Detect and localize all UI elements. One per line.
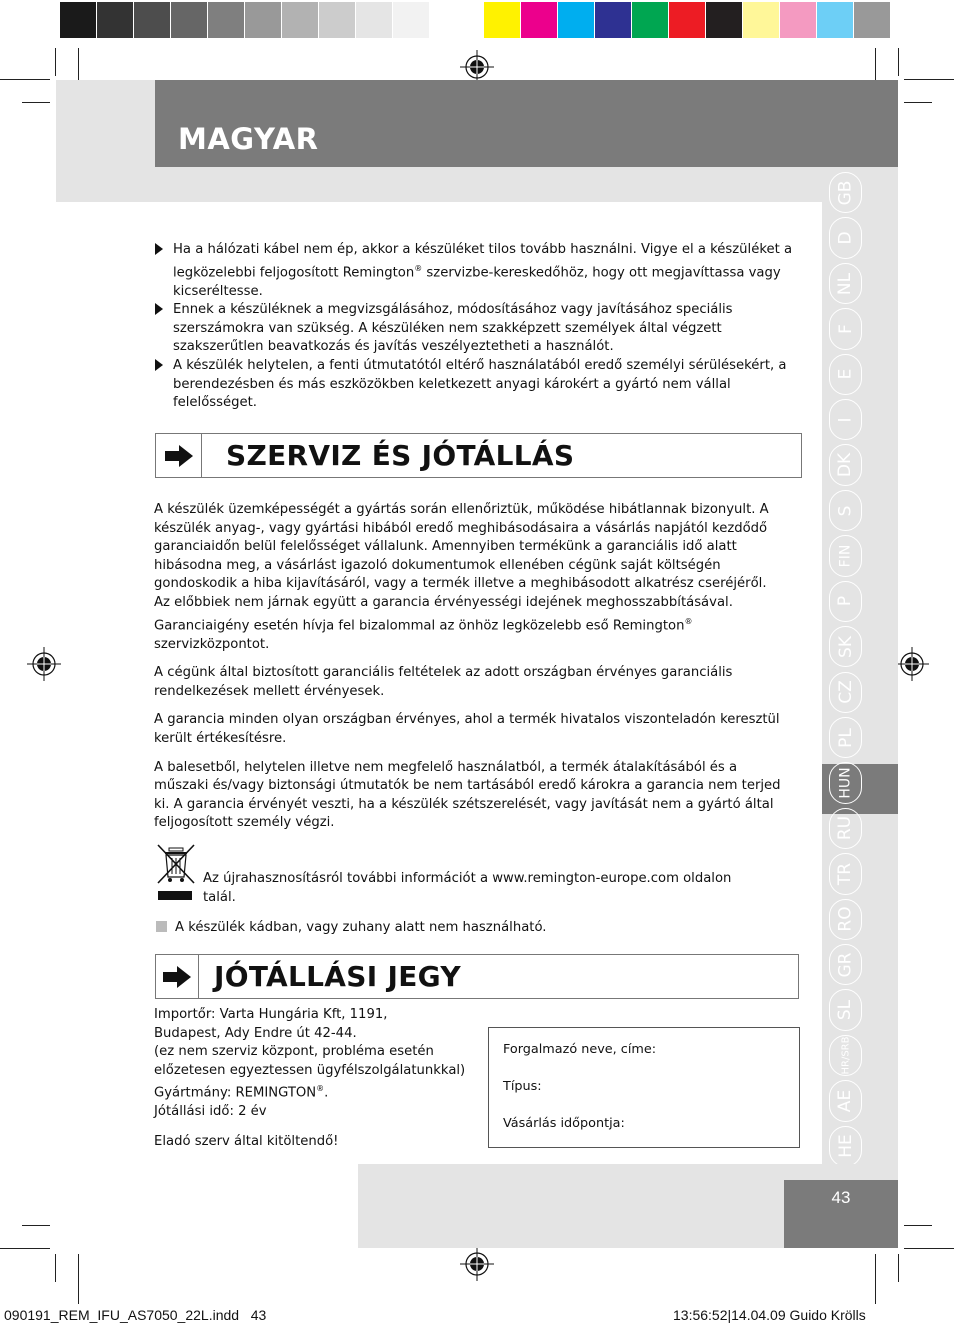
language-tab-ae[interactable] (829, 1080, 862, 1121)
arrow-cell (156, 434, 202, 477)
warranty-paragraph: A balesetből, helytelen illetve nem megfelelő használatból, a termék átalakításából és a műszaki és/vagy biztonsági útmutatók be nem tartásából eredő károkra a garancia nem terjed ki. A garancia érvényét veszti, ha a készülék szétszerelését, vagy javítását nem a gyártó által feljogosított személy végzi. (154, 759, 781, 831)
arrow-right-icon (165, 445, 193, 467)
language-tab-label: F (835, 324, 856, 334)
safety-bullet: A készülék helytelen, a fenti útmutatótól eltérő használatából eredő személyi sérülésekért, a berendezésben és más eszközökben keletkezett anyagi károkért a gyártó nem vállal felelősséget. (153, 357, 793, 413)
warranty-paragraph: A készülék üzemképességét a gyártás során ellenőriztük, működése hibátlannak bizonyult. A készülék anyag-, vagy gyártási hibából eredő meghibásodásaira a vásárlás napjától kezdődő garanciaidőn belül felelősséget vállalunk. Amennyiben termékünk a garanciális idő alatt hibásodna meg, a vásárlást igazoló dokumentumok ellenében cégünk saját költségén gondoskodik a hiba kijavításáról, vagy a termék illetve a meghibásodott alkatrész cseréjéről. Az előbbiek nem járnak együtt a garancia érvényességi idejének meghosszabbításával. Garanciaigény esetén hívja fel bizalommal az önhöz legközelebb eső Remington® szervizközpontot. (154, 502, 769, 652)
crop-mark (0, 1248, 50, 1249)
importer-line: (ez nem szerviz központ, probléma esetén (154, 1044, 434, 1060)
brand-line: Gyártmány: REMINGTON®. (154, 1084, 329, 1101)
language-tab-label: SK (835, 635, 856, 658)
service-section-header (155, 433, 802, 478)
arrow-cell (156, 955, 199, 998)
language-tab-label: TR (835, 862, 856, 885)
crop-mark (904, 1225, 932, 1226)
color-swatch (97, 2, 133, 38)
crop-mark (904, 1248, 954, 1249)
language-tab-e[interactable] (829, 354, 862, 395)
arrow-right-icon (163, 966, 191, 988)
language-tab-label: HUN (837, 767, 854, 799)
language-tab-label: D (835, 231, 856, 245)
triangle-bullet-icon (155, 243, 163, 255)
language-tab-tr[interactable] (829, 853, 862, 894)
color-swatch (60, 2, 96, 38)
recycling-info: Az újrahasznosításról további információt a www.remington-europe.com oldalon talál. (203, 871, 732, 905)
language-tab-fin[interactable] (829, 535, 862, 576)
language-tab-gb[interactable] (829, 172, 862, 213)
crop-mark (55, 48, 56, 76)
color-swatch (558, 2, 594, 38)
color-swatch (282, 2, 318, 38)
crop-mark (904, 79, 954, 80)
service-section-title: SZERVIZ ÉS JÓTÁLLÁS (226, 439, 575, 472)
language-tab-label: S (835, 505, 856, 516)
language-tab-label: PL (835, 727, 856, 748)
purchase-date-field-label: Vásárlás időpontja: (503, 1116, 625, 1131)
language-tab-p[interactable] (829, 581, 862, 622)
language-tab-ru[interactable] (829, 808, 862, 849)
language-title: MAGYAR (178, 122, 319, 156)
guarantee-form-box (488, 1027, 800, 1148)
triangle-bullet-icon (155, 303, 163, 315)
importer-line: Importőr: Varta Hungária Kft, 1191, (154, 1007, 388, 1022)
triangle-bullet-icon (155, 359, 163, 371)
language-tab-label: RO (835, 906, 856, 932)
language-tab-he[interactable] (829, 1126, 862, 1167)
language-tab-label: FIN (837, 544, 854, 568)
importer-info (154, 1006, 484, 1122)
language-tab-label: HE (835, 1134, 856, 1159)
language-tab-label: HR/SRB (840, 1036, 851, 1075)
color-swatch (430, 2, 466, 38)
crop-mark (898, 1254, 899, 1282)
color-swatch (780, 2, 816, 38)
language-tab-ro[interactable] (829, 899, 862, 940)
warranty-paragraph: A cégünk által biztosított garanciális feltételek az adott országban érvényes garanciális rendelkezések mellett érvényesek. (154, 665, 733, 699)
language-tab-dk[interactable] (829, 444, 862, 485)
color-swatch (854, 2, 890, 38)
color-swatch (669, 2, 705, 38)
color-swatch (319, 2, 355, 38)
warranty-text (154, 501, 784, 843)
registration-mark (460, 1247, 494, 1281)
registration-mark (895, 647, 929, 681)
footer-timestamp: 13:56:52|14.04.09 Guido Krölls (673, 1307, 866, 1323)
importer-line: Budapest, Ady Endre út 42-44. (154, 1025, 357, 1041)
language-tab-sk[interactable] (829, 626, 862, 667)
color-swatch (171, 2, 207, 38)
type-field-label: Típus: (503, 1079, 542, 1094)
crop-mark (904, 102, 932, 103)
footer-file-name: 090191_REM_IFU_AS7050_22L.indd 43 (4, 1307, 267, 1323)
registration-mark (27, 647, 61, 681)
bath-warning: A készülék kádban, vagy zuhany alatt nem használható. (156, 919, 756, 938)
color-swatch (706, 2, 742, 38)
seller-note: Eladó szerv által kitöltendő! (154, 1134, 339, 1149)
color-swatch (245, 2, 281, 38)
language-tab-label: CZ (835, 680, 856, 704)
language-tab-label: GB (835, 180, 856, 206)
language-tab-label: P (835, 596, 856, 607)
crossed-out-bin-icon (156, 843, 196, 903)
color-swatch (817, 2, 853, 38)
language-tab-label: GR (835, 952, 856, 978)
guarantee-section-header (155, 954, 799, 999)
guarantee-section-title: JÓTÁLLÁSI JEGY (214, 960, 461, 993)
gray-calibration-strip (60, 2, 467, 38)
color-swatch (208, 2, 244, 38)
safety-bullet: Ha a hálózati kábel nem ép, akkor a készüléket tilos tovább használni. Vigye el a készüléket a legközelebbi feljogosított Remington® szervizbe-kereskedőhöz, hogy ott megjavíttassa vagy kicseréltesse. (153, 241, 793, 301)
language-tab-d[interactable] (829, 217, 862, 258)
language-tab-label: E (835, 368, 856, 380)
language-tab-sl[interactable] (829, 989, 862, 1030)
color-calibration-strip (484, 2, 891, 38)
color-swatch (484, 2, 520, 38)
language-tab-nl[interactable] (829, 263, 862, 304)
color-swatch (521, 2, 557, 38)
language-tab-label: DK (835, 453, 856, 478)
crop-mark (55, 1254, 56, 1282)
language-tab-f[interactable] (829, 308, 862, 349)
color-swatch (632, 2, 668, 38)
importer-line: előzetesen egyeztessen ügyfélszolgálatunkkal) (154, 1062, 466, 1078)
language-tab-label: RU (835, 816, 856, 841)
color-swatch (356, 2, 392, 38)
square-bullet-icon (156, 921, 167, 932)
crop-mark (22, 102, 50, 103)
crop-mark (875, 1254, 876, 1304)
safety-bullet-list (153, 241, 793, 413)
language-tab-cz[interactable] (829, 672, 862, 713)
warranty-paragraph: A garancia minden olyan országban érvényes, ahol a termék hivatalos viszonteladón keresztül került értékesítésre. (154, 712, 780, 746)
language-tab-label: AE (835, 1089, 856, 1113)
registration-mark (460, 50, 494, 84)
language-tab-pl[interactable] (829, 717, 862, 758)
guarantee-period: Jótállási idő: 2 év (154, 1104, 267, 1120)
language-tab-label: SL (835, 999, 856, 1021)
crop-mark (0, 79, 50, 80)
color-swatch (393, 2, 429, 38)
language-tab-hun[interactable] (829, 762, 862, 803)
language-tab-label: NL (835, 272, 856, 295)
color-swatch (134, 2, 170, 38)
crop-mark (22, 1225, 50, 1226)
safety-bullet: Ennek a készüléknek a megvizsgálásához, módosításához vagy javításához speciális szerszámokra van szükség. A készüléken nem szakképzett személyek által végzett szakszerűtlen beavatkozás és javítás veszélyeztetheti a használót. (153, 301, 793, 357)
color-swatch (743, 2, 779, 38)
language-tab-hr-srb[interactable] (829, 1035, 862, 1076)
language-tab-s[interactable] (829, 490, 862, 531)
language-tab-label: I (835, 417, 856, 423)
page-number: 43 (831, 1188, 851, 1207)
language-tab-gr[interactable] (829, 944, 862, 985)
distributor-field-label: Forgalmazó neve, címe: (503, 1042, 657, 1057)
crop-mark (898, 48, 899, 76)
color-swatch (595, 2, 631, 38)
language-tab-i[interactable] (829, 399, 862, 440)
crop-mark (78, 1254, 79, 1304)
